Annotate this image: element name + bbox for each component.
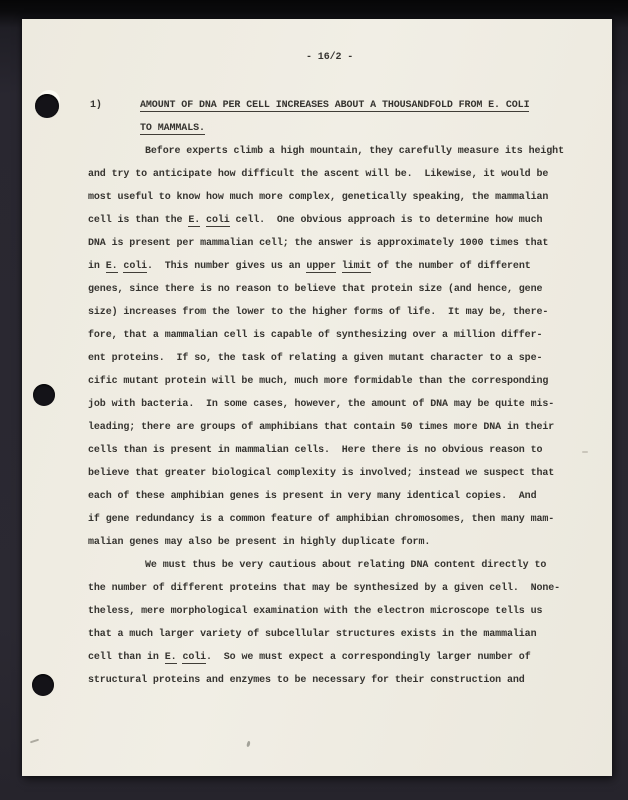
body-text — [88, 140, 564, 692]
text-line: ent proteins. If so, the task of relating a given mutant character to a spe- — [88, 353, 543, 364]
scan-artifact — [30, 739, 39, 744]
text-line: cific mutant protein will be much, much more formidable than the corresponding — [88, 376, 549, 387]
text-line: Before experts climb a high mountain, they carefully measure its height — [145, 146, 564, 157]
heading-line: AMOUNT OF DNA PER CELL INCREASES ABOUT A THOUSANDFOLD FROM E. COLI — [140, 100, 530, 111]
punch-hole-top — [35, 94, 59, 118]
text-line: cell is than the E. coli cell. One obvious approach is to determine how much — [88, 215, 543, 226]
text-line: size) increases from the lower to the higher forms of life. It may be, there- — [88, 307, 549, 318]
text-line: theless, mere morphological examination with the electron microscope tells us — [88, 606, 543, 617]
section-title — [140, 94, 529, 140]
document-page — [22, 19, 612, 776]
text-line: leading; there are groups of amphibians that contain 50 times more DNA in their — [88, 422, 555, 433]
text-line: structural proteins and enzymes to be necessary for their construction and — [88, 675, 525, 686]
text-line: most useful to know how much more complex, genetically speaking, the mammalian — [88, 192, 549, 203]
paragraph — [88, 554, 564, 692]
text-line: cell than in E. coli. So we must expect a correspondingly larger number of — [88, 652, 531, 663]
text-line: and try to anticipate how difficult the ascent will be. Likewise, it would be — [88, 169, 549, 180]
punch-hole-bottom — [32, 674, 54, 696]
text-line: in E. coli. This number gives us an upper limit of the number of different — [88, 261, 531, 272]
text-line: each of these amphibian genes is present in very many identical copies. And — [88, 491, 537, 502]
text-line: believe that greater biological complexity is involved; instead we suspect that — [88, 468, 555, 479]
text-line: cells than is present in mammalian cells. Here there is no obvious reason to — [88, 445, 543, 456]
text-line: malian genes may also be present in highly duplicate form. — [88, 537, 431, 548]
text-line: We must thus be very cautious about relating DNA content directly to — [145, 560, 547, 571]
heading-line: TO MAMMALS. — [140, 123, 205, 134]
punch-hole-middle — [33, 384, 55, 406]
page-number: - 16/2 - — [306, 52, 354, 63]
text-line: genes, since there is no reason to believe that protein size (and hence, gene — [88, 284, 543, 295]
text-line: job with bacteria. In some cases, however, the amount of DNA may be quite mis- — [88, 399, 555, 410]
paragraph — [88, 140, 564, 554]
text-line: DNA is present per mammalian cell; the answer is approximately 1000 times that — [88, 238, 549, 249]
scan-artifact — [246, 741, 251, 748]
text-line: fore, that a mammalian cell is capable of synthesizing over a million differ- — [88, 330, 543, 341]
text-line: the number of different proteins that may be synthesized by a given cell. None- — [88, 583, 561, 594]
section-number: 1) — [90, 100, 102, 111]
scan-artifact — [582, 451, 588, 453]
text-line: if gene redundancy is a common feature of amphibian chromosomes, then many mam- — [88, 514, 555, 525]
text-line: that a much larger variety of subcellular structures exists in the mammalian — [88, 629, 537, 640]
